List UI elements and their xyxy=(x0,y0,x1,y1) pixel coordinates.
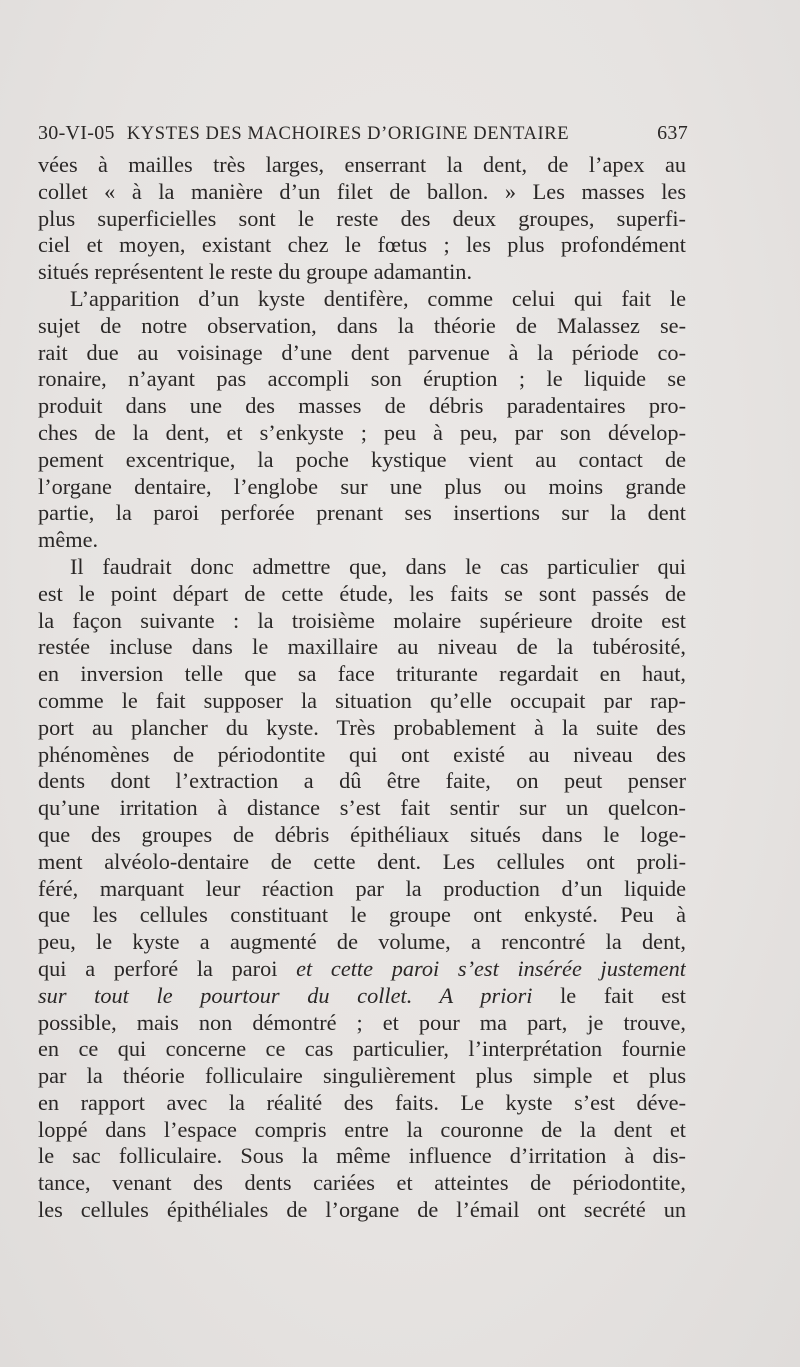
text-line: loppé dans l’espace compris entre la couronne de la dent et xyxy=(38,1116,686,1142)
text-line: plus superficielles sont le reste des deux groupes, superfi- xyxy=(38,205,686,231)
text-line: Il faudrait donc admettre que, dans le cas particulier qui xyxy=(70,553,686,579)
text-line: phénomènes de périodontite qui ont existé au niveau des xyxy=(38,741,686,767)
running-head xyxy=(38,122,688,152)
text-line: pement excentrique, la poche kystique vient au contact de xyxy=(38,446,686,472)
text-line: tance, venant des dents cariées et atteintes de périodontite, xyxy=(38,1170,686,1196)
issue-date: 30-VI-05 xyxy=(38,122,115,144)
text-line: l’organe dentaire, l’englobe sur une plus ou moins grande xyxy=(38,473,686,499)
body-text xyxy=(38,152,686,1224)
running-title: KYSTES DES MACHOIRES D’ORIGINE DENTAIRE xyxy=(126,124,570,144)
text-line: par la théorie folliculaire singulièrement plus simple et plus xyxy=(38,1063,686,1089)
text-line: vées à mailles très larges, enserrant la dent, de l’apex au xyxy=(38,152,686,177)
text-line: en inversion telle que sa face triturante regardait en haut, xyxy=(38,661,686,687)
text-line: sujet de notre observation, dans la théorie de Malassez se- xyxy=(38,312,686,338)
text-line: qu’une irritation à distance s’est fait sentir sur un quelcon- xyxy=(38,795,686,821)
text-line: le sac folliculaire. Sous la même influence d’irritation à dis- xyxy=(38,1143,686,1169)
text-line: restée incluse dans le maxillaire au niveau de la tubérosité, xyxy=(38,634,686,660)
text-line: en rapport avec la réalité des faits. Le kyste s’est déve- xyxy=(38,1089,686,1115)
text-segment: le fait est xyxy=(532,982,686,1008)
text-line: dents dont l’extraction a dû être faite, on peut penser xyxy=(38,768,686,794)
text-segment: qui a perforé la paroi xyxy=(38,955,297,981)
text-line: rait due au voisinage d’une dent parvenue à la période co- xyxy=(38,339,686,365)
text-line: en ce qui concerne ce cas particulier, l’interprétation fournie xyxy=(38,1036,686,1062)
italic-segment: sur tout le pourtour du collet. A priori xyxy=(38,982,533,1008)
text-line: partie, la paroi perforée prenant ses insertions sur la dent xyxy=(38,500,686,526)
text-line: ronaire, n’ayant pas accompli son éruption ; le liquide se xyxy=(38,366,686,392)
text-line: la façon suivante : la troisième molaire supérieure droite est xyxy=(38,607,686,633)
text-line: est le point départ de cette étude, les faits se sont passés de xyxy=(38,580,686,606)
text-line: possible, mais non démontré ; et pour ma part, je trouve, xyxy=(38,1009,686,1035)
text-line: situés représentent le reste du groupe adamantin. xyxy=(38,259,473,285)
text-line: comme le fait supposer la situation qu’elle occupait par rap- xyxy=(38,687,686,713)
italic-segment: et cette paroi s’est insérée justement xyxy=(296,955,686,981)
text-line: port au plancher du kyste. Très probablement à la suite des xyxy=(38,714,686,740)
text-line: ciel et moyen, existant chez le fœtus ; les plus profondément xyxy=(38,232,686,258)
text-line: produit dans une des masses de débris paradentaires pro- xyxy=(38,393,686,419)
text-line: collet « à la manière d’un filet de ballon. » Les masses les xyxy=(38,178,686,204)
text-line: peu, le kyste a augmenté de volume, a rencontré la dent, xyxy=(38,929,686,955)
text-line: féré, marquant leur réaction par la production d’un liquide xyxy=(38,875,686,901)
text-line: que les cellules constituant le groupe ont enkysté. Peu à xyxy=(38,902,686,928)
text-line: les cellules épithéliales de l’organe de l’émail ont secrété un xyxy=(38,1197,686,1223)
text-line xyxy=(38,956,686,983)
text-line: que des groupes de débris épithéliaux situés dans le loge- xyxy=(38,821,686,847)
page-number: 637 xyxy=(657,122,688,144)
text-line xyxy=(38,983,686,1010)
text-line: ment alvéolo-dentaire de cette dent. Les cellules ont proli- xyxy=(38,848,686,874)
text-line: même. xyxy=(38,527,99,553)
text-line: L’apparition d’un kyste dentifère, comme celui qui fait le xyxy=(70,285,686,311)
text-line: ches de la dent, et s’enkyste ; peu à peu, par son dévelop- xyxy=(38,419,686,445)
